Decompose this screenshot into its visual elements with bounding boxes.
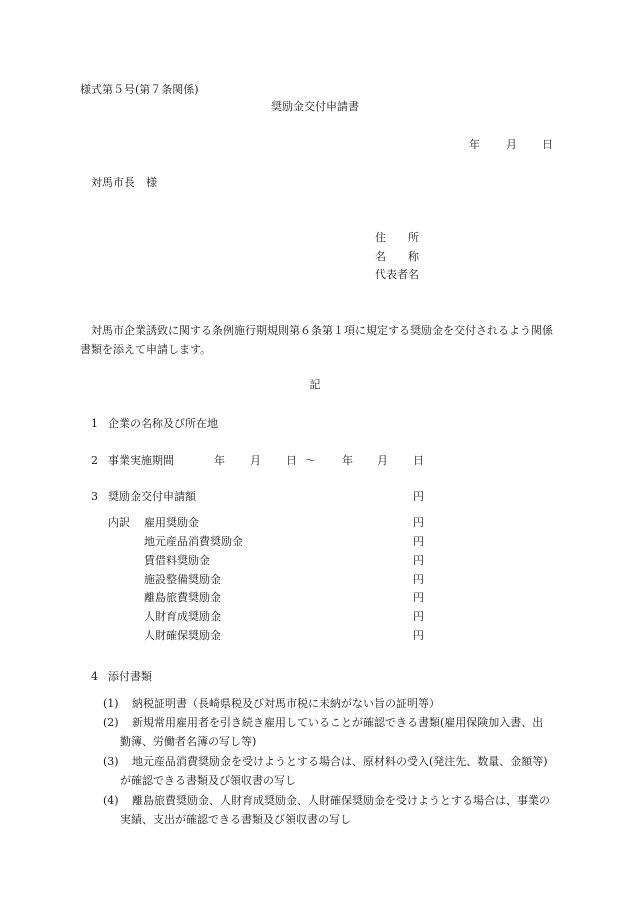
applicant-representative-label: 代表者名 <box>375 268 419 281</box>
breakdown-item-name: 賃借料奨励金 <box>144 554 210 567</box>
period-start-month: 月 <box>250 454 261 467</box>
breakdown-item-name: 施設整備奨励金 <box>144 573 221 586</box>
section-2-label: 事業実施期間 <box>108 454 174 467</box>
section-3-yen: 円 <box>413 490 424 503</box>
section-1-label: 企業の名称及び所在地 <box>108 417 218 430</box>
period-tilde: ～ <box>305 454 316 467</box>
section-2-number: 2 <box>91 454 98 467</box>
period-start-day: 日 <box>286 454 297 467</box>
attachment-number: (2) <box>103 716 119 729</box>
attachment-text: 地元産品消費奨励金を受けようとする場合は、原材料の受入(発注先、数量、金額等)が確認できる書類及び領収書の写し <box>120 755 548 787</box>
period-end-month: 月 <box>377 454 388 467</box>
attachment-number: (1) <box>103 697 119 710</box>
breakdown-item-name: 雇用奨励金 <box>144 516 199 529</box>
section-4-label: 添付書類 <box>108 670 152 683</box>
breakdown-label: 内訳 <box>108 516 130 529</box>
section-1-number: 1 <box>91 417 98 430</box>
form-number: 様式第５号(第７条関係) <box>80 83 199 96</box>
breakdown-item-unit: 円 <box>413 591 424 604</box>
body-paragraph: 対馬市企業誘致に関する条例施行期規則第６条第１項に規定する奨励金を交付されるよう関係書類を添えて申請します。 <box>80 324 553 356</box>
breakdown-item-unit: 円 <box>413 535 424 548</box>
breakdown-item-name: 離島旅費奨励金 <box>144 591 221 604</box>
applicant-address-label: 住 所 <box>375 231 419 244</box>
section-4-number: 4 <box>91 670 98 683</box>
period-end-day: 日 <box>413 454 424 467</box>
breakdown-item-unit: 円 <box>413 554 424 567</box>
date-year: 年 <box>469 138 480 151</box>
section-3-label: 奨励金交付申請額 <box>108 490 196 503</box>
breakdown-item-name: 人財育成奨励金 <box>144 610 221 623</box>
attachment-text: 納税証明書（長崎県税及び対馬市税に未納がない旨の証明等） <box>132 697 440 710</box>
attachment-text: 新規常用雇用者を引き続き雇用していることが確認できる書類(雇用保険加入書、出勤簿、労働者名簿の写し等) <box>120 716 544 748</box>
attachment-text: 離島旅費奨励金、人財育成奨励金、人財確保奨励金を受けようとする場合は、事業の実績、支出が確認できる書類及び領収書の写し <box>120 794 550 826</box>
breakdown-item-unit: 円 <box>413 573 424 586</box>
ki-label: 記 <box>309 378 321 391</box>
addressee: 対馬市長 様 <box>91 176 157 189</box>
period-end-year: 年 <box>342 454 353 467</box>
breakdown-item-unit: 円 <box>413 610 424 623</box>
document-title: 奨励金交付申請書 <box>271 100 359 113</box>
section-3-number: 3 <box>91 490 98 503</box>
period-start-year: 年 <box>214 454 225 467</box>
breakdown-item-unit: 円 <box>413 629 424 642</box>
breakdown-item-name: 地元産品消費奨励金 <box>144 535 243 548</box>
date-day: 日 <box>542 138 553 151</box>
attachment-number: (4) <box>103 794 119 807</box>
attachment-number: (3) <box>103 755 119 768</box>
applicant-name-label: 名 称 <box>375 250 419 263</box>
date-month: 月 <box>506 138 517 151</box>
breakdown-item-unit: 円 <box>413 516 424 529</box>
breakdown-item-name: 人財確保奨励金 <box>144 629 221 642</box>
